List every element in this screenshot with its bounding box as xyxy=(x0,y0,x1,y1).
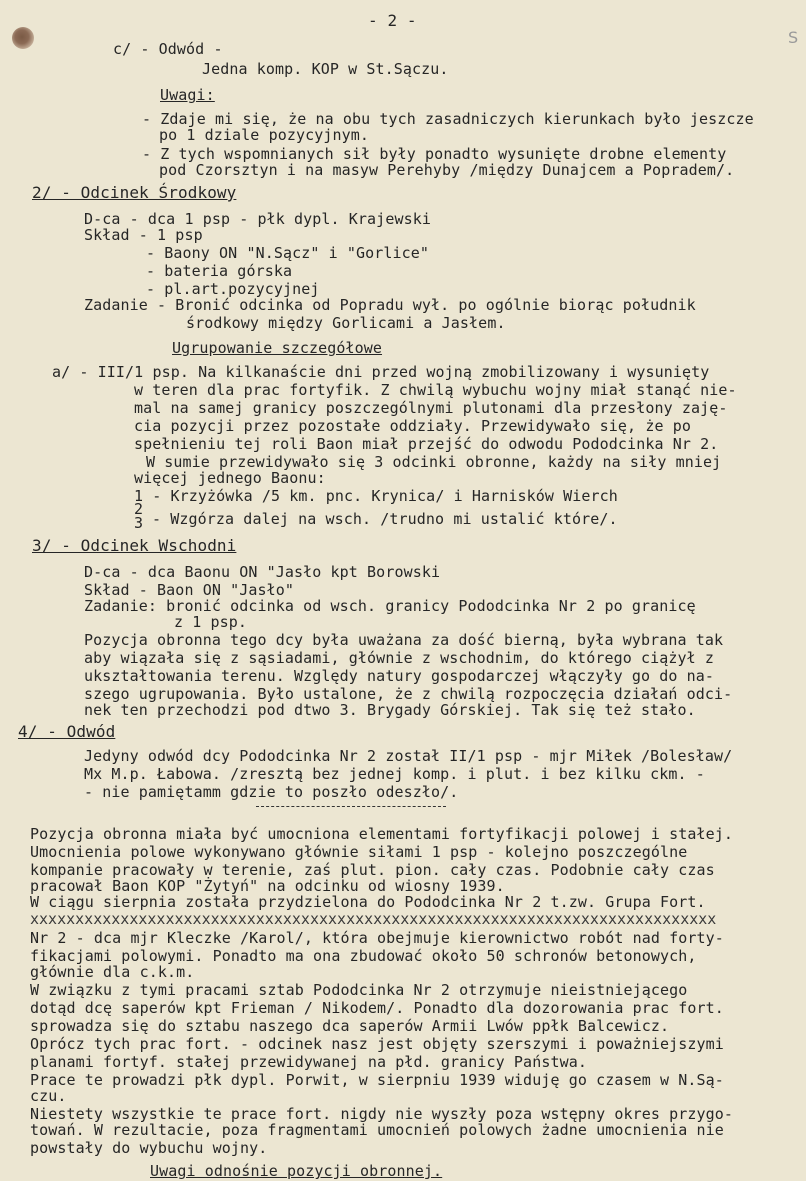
line: po 1 dziale pozycyjnym. xyxy=(159,126,370,144)
line: aby wiązała się z sąsiadami, głównie z wschodnim, do którego ciążył z xyxy=(84,649,715,667)
line: - Wzgórza dalej na wsch. /trudno mi ustalić które/. xyxy=(152,510,618,528)
line: Oprócz tych prac fort. - odcinek nasz jest objęty szerszymi i poważniejszymi xyxy=(30,1035,724,1053)
section-heading: 4/ - Odwód xyxy=(18,722,116,741)
line: Zadanie - Bronić odcinka od Popradu wył. po ogólnie biorąc południk xyxy=(84,296,696,314)
line: a/ - III/1 psp. Na kilkanaście dni przed wojną zmobilizowany i wysunięty xyxy=(52,363,710,381)
separator xyxy=(256,806,446,807)
line: D-ca - dca Baonu ON "Jasło kpt Borowski xyxy=(84,563,441,581)
section-heading: Uwagi odnośnie pozycji obronnej. xyxy=(150,1162,443,1180)
line: Zadanie: bronić odcinka od wsch. granicy Pododcinka Nr 2 po granicę xyxy=(84,597,696,615)
line: 2 xyxy=(134,500,144,518)
line: Umocnienia polowe wykonywano głównie siłami 1 psp - kolejno poszczególne xyxy=(30,843,688,861)
line: cia pozycji przez pozostałe oddziały. Przewidywało się, że po xyxy=(134,417,691,435)
line: - Zdaje mi się, że na obu tych zasadniczych kierunkach było jeszcze xyxy=(142,110,754,128)
line: więcej jednego Baonu: xyxy=(134,469,326,487)
line: - Z tych wspomnianych sił były ponadto wysunięte drobne elementy xyxy=(142,145,727,163)
ink-stain xyxy=(12,27,34,49)
line: pracował Baon KOP "Żytyń" na odcinku od wiosny 1939. xyxy=(30,877,505,895)
line: czu. xyxy=(30,1087,67,1105)
line: W sumie przewidywało się 3 odcinki obronne, każdy na siły mniej xyxy=(146,453,722,471)
line: Nr 2 - dca mjr Kleczke /Karol/, która obejmuje kierownictwo robót nad forty- xyxy=(30,929,724,947)
section-heading: 2/ - Odcinek Środkowy xyxy=(32,183,237,202)
line: Mx M.p. Łabowa. /zresztą bez jednej komp. i plut. i bez kilku ckm. - xyxy=(84,765,705,783)
line: Jedna komp. KOP w St.Sączu. xyxy=(202,60,449,78)
line: Niestety wszystkie te prace fort. nigdy nie wyszły poza wstępny okres przygo- xyxy=(30,1105,734,1123)
line: - bateria górska xyxy=(146,262,293,280)
corner-pencil-mark: S xyxy=(788,28,799,47)
section-heading: Ugrupowanie szczegółowe xyxy=(172,339,383,357)
line: D-ca - dca 1 psp - płk dypl. Krajewski xyxy=(84,210,431,228)
line: dotąd dcę saperów kpt Frieman / Nikodem/. Ponadto dla dozorowania prac fort. xyxy=(30,999,724,1017)
line: środkowy między Gorlicami a Jasłem. xyxy=(186,314,506,332)
line: głównie dla c.k.m. xyxy=(30,963,195,981)
line: spełnieniu tej roli Baon miał przejść do odwodu Pododcinka Nr 2. xyxy=(134,435,719,453)
line: Skład - 1 psp xyxy=(84,226,203,244)
line: Prace te prowadzi płk dypl. Porwit, w sierpniu 1939 widuję go czasem w N.Są- xyxy=(30,1071,724,1089)
section-heading: 3/ - Odcinek Wschodni xyxy=(32,536,237,555)
line: mal na samej granicy poszczególnymi plutonami dla przesłony zaję- xyxy=(134,399,728,417)
line: - pl.art.pozycyjnej xyxy=(146,280,320,298)
line: Jedyny odwód dcy Pododcinka Nr 2 został II/1 psp - mjr Miłek /Bolesław/ xyxy=(84,747,733,765)
line: fikacjami polowymi. Ponadto ma ona zbudować około 50 schronów betonowych, xyxy=(30,947,697,965)
line: c/ - Odwód - xyxy=(113,40,223,58)
page-number: - 2 - xyxy=(368,11,417,30)
line: nek ten przechodzi pod dtwo 3. Brygady Górskiej. Tak się też stało. xyxy=(84,701,696,719)
line: 3 xyxy=(134,514,144,532)
line: sprowadza się do sztabu naszego dca saperów Armii Lwów ppłk Balcewicz. xyxy=(30,1017,670,1035)
line: z 1 psp. xyxy=(174,613,248,631)
line: towań. W rezultacie, poza fragmentami umocnień polowych żadne umocnienia nie xyxy=(30,1121,724,1139)
line: - Baony ON "N.Sącz" i "Gorlice" xyxy=(146,244,430,262)
line: w teren dla prac fortyfik. Z chwilą wybuchu wojny miał stanąć nie- xyxy=(134,381,737,399)
line: Skład - Baon ON "Jasło" xyxy=(84,581,295,599)
section-heading: Uwagi: xyxy=(160,86,215,104)
line: szego ugrupowania. Było ustalone, że z chwilą rozpoczęcia działań odci- xyxy=(84,685,733,703)
line: 1 - Krzyżówka /5 km. pnc. Krynica/ i Harnisków Wierch xyxy=(134,487,618,505)
line: - nie pamiętamm gdzie to poszło odeszło/. xyxy=(84,783,459,801)
line: powstały do wybuchu wojny. xyxy=(30,1139,268,1157)
line: pod Czorsztyn i na masyw Perehyby /między Dunajcem a Popradem/. xyxy=(159,161,735,179)
line: Pozycja obronna tego dcy była uważana za dość bierną, była wybrana tak xyxy=(84,631,724,649)
struck-out-line: xxxxxxxxxxxxxxxxxxxxxxxxxxxxxxxxxxxxxxxxxxxxxxxxxxxxxxxxxxxxxxxxxxxxxxxxxxxx xyxy=(30,910,717,928)
line: planami fortyf. stałej przewidywanej na płd. granicy Państwa. xyxy=(30,1053,587,1071)
line: W ciągu sierpnia została przydzielona do Pododcinka Nr 2 t.zw. Grupa Fort. xyxy=(30,893,706,911)
line: ukształtowania terenu. Względy natury gospodarczej włączyły go do na- xyxy=(84,667,715,685)
line: kompanie pracowały w terenie, zaś plut. pion. cały czas. Podobnie cały czas xyxy=(30,861,715,879)
line: W związku z tymi pracami sztab Pododcinka Nr 2 otrzymuje nieistniejącego xyxy=(30,981,688,999)
line: Pozycja obronna miała być umocniona elementami fortyfikacji polowej i stałej. xyxy=(30,825,734,843)
